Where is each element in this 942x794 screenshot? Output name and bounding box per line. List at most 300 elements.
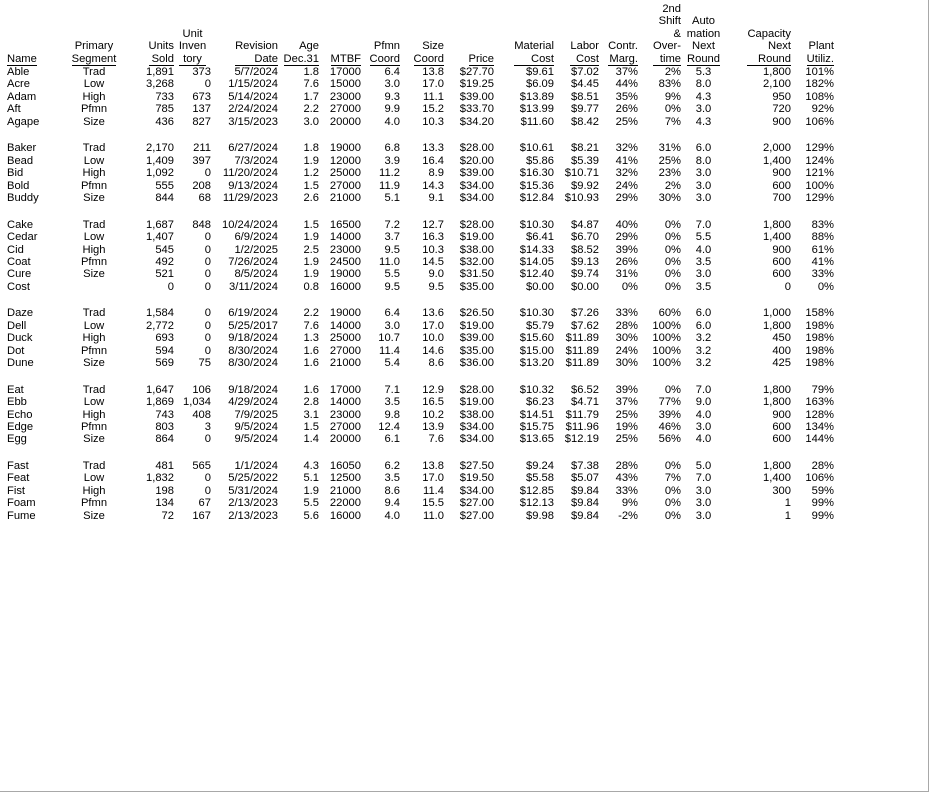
table-row xyxy=(7,268,834,280)
cell-automation: 3.0 xyxy=(695,497,712,510)
cell-pfmn-coord: 9.8 xyxy=(384,408,400,421)
cell-price: $34.00 xyxy=(459,484,494,497)
cell-mtbf: 25000 xyxy=(329,332,361,345)
cell-overtime: 0% xyxy=(664,243,681,256)
cell-plant-utiliz: 134% xyxy=(805,420,834,433)
cell-name: Bold xyxy=(7,179,30,192)
table-row xyxy=(7,66,834,78)
cell-overtime: 0% xyxy=(664,280,681,293)
col-header-label: Contr. Marg. xyxy=(608,40,638,65)
cell-automation: 8.0 xyxy=(695,154,712,167)
cell-automation: 3.0 xyxy=(695,420,712,433)
cell-contr-marg: 32% xyxy=(615,167,638,180)
cell-pfmn-coord: 9.5 xyxy=(384,243,400,256)
cell-unit-inventory: 3 xyxy=(204,420,211,433)
cell-name: Cake xyxy=(7,218,34,231)
cell-revision-date: 7/26/2024 xyxy=(228,255,278,268)
cell-pfmn-coord: 6.4 xyxy=(384,307,400,320)
cell-units-sold: 521 xyxy=(155,268,174,281)
cell-name: Cost xyxy=(7,280,31,293)
cell-units-sold: 1,869 xyxy=(146,396,174,409)
cell-name: Buddy xyxy=(7,191,39,204)
cell-unit-inventory: 68 xyxy=(198,191,211,204)
cell-primary-segment: Trad xyxy=(82,307,106,320)
cell-primary-segment: High xyxy=(82,90,106,103)
cell-price: $19.25 xyxy=(459,78,494,91)
col-header-contr-marg xyxy=(599,3,638,66)
group-spacer xyxy=(7,128,834,142)
col-header-plant-utiliz xyxy=(791,3,834,66)
cell-mtbf: 19000 xyxy=(329,268,361,281)
table-row xyxy=(7,231,834,243)
cell-pfmn-coord: 4.0 xyxy=(384,509,400,522)
cell-size-coord: 13.9 xyxy=(422,420,444,433)
cell-size-coord: 7.6 xyxy=(428,433,444,446)
cell-price: $27.50 xyxy=(459,460,494,473)
cell-revision-date: 9/5/2024 xyxy=(234,433,278,446)
cell-plant-utiliz: 108% xyxy=(805,90,834,103)
cell-age: 2.2 xyxy=(303,307,319,320)
cell-primary-segment: Trad xyxy=(82,460,106,473)
cell-contr-marg: 35% xyxy=(615,90,638,103)
cell-material-cost: $10.61 xyxy=(519,142,554,155)
cell-overtime: 46% xyxy=(658,420,681,433)
cell-revision-date: 9/13/2024 xyxy=(228,179,278,192)
cell-name: Coat xyxy=(7,255,31,268)
cell-units-sold: 803 xyxy=(155,420,174,433)
cell-size-coord: 9.0 xyxy=(428,268,444,281)
cell-material-cost: $13.20 xyxy=(519,357,554,370)
col-header-label: Labor Cost xyxy=(570,40,599,65)
cell-contr-marg: -2% xyxy=(618,509,638,522)
cell-revision-date: 10/24/2024 xyxy=(222,218,278,231)
cell-age: 1.5 xyxy=(303,420,319,433)
cell-pfmn-coord: 3.5 xyxy=(384,396,400,409)
col-header-label: Price xyxy=(468,52,494,65)
cell-capacity: 900 xyxy=(772,115,791,128)
cell-pfmn-coord: 9.9 xyxy=(384,103,400,116)
cell-pfmn-coord: 9.3 xyxy=(384,90,400,103)
cell-contr-marg: 39% xyxy=(615,383,638,396)
cell-plant-utiliz: 198% xyxy=(805,344,834,357)
cell-size-coord: 17.0 xyxy=(422,78,444,91)
cell-unit-inventory: 0 xyxy=(204,344,211,357)
cell-unit-inventory: 0 xyxy=(204,167,211,180)
cell-plant-utiliz: 101% xyxy=(805,66,834,79)
cell-price: $28.00 xyxy=(459,218,494,231)
cell-units-sold: 555 xyxy=(155,179,174,192)
cell-primary-segment: Trad xyxy=(82,218,106,231)
cell-plant-utiliz: 124% xyxy=(805,154,834,167)
col-header-label: Unit Inven tory xyxy=(178,27,207,65)
cell-overtime: 100% xyxy=(652,357,681,370)
cell-price: $28.00 xyxy=(459,142,494,155)
cell-primary-segment: Size xyxy=(83,115,105,128)
cell-capacity: 425 xyxy=(772,357,791,370)
cell-material-cost: $10.30 xyxy=(519,218,554,231)
cell-unit-inventory: 848 xyxy=(192,218,211,231)
cell-age: 1.5 xyxy=(303,179,319,192)
cell-age: 5.5 xyxy=(303,497,319,510)
cell-labor-cost: $11.79 xyxy=(565,408,599,421)
cell-labor-cost: $10.93 xyxy=(564,191,599,204)
cell-overtime: 7% xyxy=(664,115,681,128)
col-header-label: Size Coord xyxy=(413,40,444,65)
cell-units-sold: 785 xyxy=(155,103,174,116)
cell-unit-inventory: 0 xyxy=(204,231,211,244)
cell-mtbf: 21000 xyxy=(329,191,361,204)
cell-material-cost: $5.86 xyxy=(526,154,554,167)
cell-size-coord: 16.4 xyxy=(422,154,444,167)
cell-material-cost: $10.30 xyxy=(519,307,554,320)
table-row xyxy=(7,357,834,369)
col-header-label: Pfmn Coord xyxy=(369,40,400,65)
cell-units-sold: 1,832 xyxy=(146,472,174,485)
col-header-capacity xyxy=(726,3,791,66)
cell-mtbf: 25000 xyxy=(329,167,361,180)
cell-units-sold: 481 xyxy=(155,460,174,473)
cell-size-coord: 10.3 xyxy=(422,243,444,256)
col-header-units-sold xyxy=(129,3,174,66)
cell-pfmn-coord: 5.4 xyxy=(384,357,400,370)
cell-contr-marg: 30% xyxy=(615,332,638,345)
cell-price: $28.00 xyxy=(459,383,494,396)
cell-unit-inventory: 75 xyxy=(198,357,211,370)
cell-contr-marg: 24% xyxy=(615,344,638,357)
cell-labor-cost: $4.71 xyxy=(571,396,599,409)
header-row xyxy=(7,3,834,66)
table-row xyxy=(7,155,834,167)
table-row xyxy=(7,345,834,357)
cell-price: $34.20 xyxy=(459,115,494,128)
cell-name: Bead xyxy=(7,154,34,167)
cell-age: 4.3 xyxy=(303,460,319,473)
cell-automation: 7.0 xyxy=(695,472,712,485)
col-header-primary-segment xyxy=(59,3,129,66)
cell-material-cost: $6.41 xyxy=(526,231,554,244)
cell-labor-cost: $10.71 xyxy=(564,167,599,180)
cell-revision-date: 6/19/2024 xyxy=(228,307,278,320)
cell-primary-segment: High xyxy=(82,243,106,256)
cell-capacity: 400 xyxy=(772,344,791,357)
cell-age: 2.5 xyxy=(303,243,319,256)
cell-units-sold: 1,092 xyxy=(146,167,174,180)
cell-name: Duck xyxy=(7,332,33,345)
cell-automation: 4.3 xyxy=(695,115,712,128)
cell-pfmn-coord: 3.9 xyxy=(384,154,400,167)
cell-name: Cid xyxy=(7,243,24,256)
cell-overtime: 100% xyxy=(652,344,681,357)
cell-pfmn-coord: 3.7 xyxy=(384,231,400,244)
cell-labor-cost: $12.19 xyxy=(564,433,599,446)
cell-pfmn-coord: 11.0 xyxy=(379,255,400,268)
cell-mtbf: 19000 xyxy=(329,142,361,155)
cell-price: $34.00 xyxy=(459,420,494,433)
cell-price: $38.00 xyxy=(459,243,494,256)
cell-age: 2.2 xyxy=(303,103,319,116)
table-row xyxy=(7,497,834,509)
cell-age: 7.6 xyxy=(303,78,319,91)
cell-size-coord: 13.8 xyxy=(422,460,444,473)
col-header-label: Name xyxy=(7,52,37,65)
cell-plant-utiliz: 163% xyxy=(805,396,834,409)
cell-revision-date: 2/13/2023 xyxy=(228,497,278,510)
cell-capacity: 1,000 xyxy=(763,307,791,320)
cell-pfmn-coord: 8.6 xyxy=(384,484,400,497)
group-spacer xyxy=(7,446,834,460)
cell-pfmn-coord: 6.2 xyxy=(384,460,400,473)
cell-mtbf: 16050 xyxy=(329,460,361,473)
cell-mtbf: 16000 xyxy=(329,509,361,522)
cell-name: Foam xyxy=(7,497,36,510)
cell-material-cost: $0.00 xyxy=(526,280,554,293)
cell-plant-utiliz: 28% xyxy=(811,460,834,473)
cell-overtime: 100% xyxy=(652,332,681,345)
cell-material-cost: $16.30 xyxy=(519,167,554,180)
cell-contr-marg: 9% xyxy=(621,497,638,510)
cell-revision-date: 2/24/2024 xyxy=(228,103,278,116)
cell-automation: 7.0 xyxy=(695,218,712,231)
cell-contr-marg: 28% xyxy=(615,460,638,473)
cell-automation: 4.0 xyxy=(695,433,712,446)
cell-pfmn-coord: 11.2 xyxy=(379,167,400,180)
cell-size-coord: 12.7 xyxy=(422,218,444,231)
cell-units-sold: 72 xyxy=(161,509,174,522)
cell-age: 3.1 xyxy=(303,408,319,421)
col-header-label: Auto mation Next Round xyxy=(686,15,721,65)
cell-overtime: 7% xyxy=(664,472,681,485)
cell-plant-utiliz: 88% xyxy=(811,231,834,244)
cell-unit-inventory: 0 xyxy=(204,280,211,293)
cell-material-cost: $14.51 xyxy=(519,408,554,421)
cell-unit-inventory: 0 xyxy=(204,484,211,497)
cell-automation: 8.0 xyxy=(695,78,712,91)
cell-plant-utiliz: 106% xyxy=(805,115,834,128)
cell-mtbf: 15000 xyxy=(329,78,361,91)
cell-capacity: 300 xyxy=(772,484,791,497)
cell-units-sold: 436 xyxy=(155,115,174,128)
cell-name: Echo xyxy=(7,408,33,421)
table-row xyxy=(7,421,834,433)
cell-units-sold: 2,170 xyxy=(146,142,174,155)
cell-mtbf: 23000 xyxy=(329,243,361,256)
cell-labor-cost: $9.92 xyxy=(571,179,599,192)
cell-age: 1.9 xyxy=(303,154,319,167)
col-header-label: 2nd Shift & Over- time xyxy=(653,3,681,65)
cell-price: $39.00 xyxy=(459,332,494,345)
cell-price: $32.00 xyxy=(459,255,494,268)
cell-primary-segment: Pfmn xyxy=(80,255,108,268)
cell-labor-cost: $11.89 xyxy=(565,332,599,345)
cell-revision-date: 5/31/2024 xyxy=(228,484,278,497)
cell-unit-inventory: 0 xyxy=(204,472,211,485)
cell-capacity: 1,800 xyxy=(763,460,791,473)
cell-overtime: 0% xyxy=(664,383,681,396)
cell-mtbf: 21000 xyxy=(329,484,361,497)
cell-unit-inventory: 397 xyxy=(192,154,211,167)
cell-name: Feat xyxy=(7,472,30,485)
cell-revision-date: 3/15/2023 xyxy=(228,115,278,128)
cell-labor-cost: $7.26 xyxy=(571,307,599,320)
cell-size-coord: 9.1 xyxy=(428,191,444,204)
table-row xyxy=(7,281,834,293)
cell-mtbf: 14000 xyxy=(329,231,361,244)
cell-contr-marg: 25% xyxy=(615,433,638,446)
cell-age: 1.3 xyxy=(303,332,319,345)
cell-overtime: 0% xyxy=(664,103,681,116)
table-row xyxy=(7,472,834,484)
cell-primary-segment: Low xyxy=(83,78,105,91)
cell-capacity: 1,400 xyxy=(763,472,791,485)
production-analysis-table xyxy=(7,3,834,522)
cell-pfmn-coord: 7.1 xyxy=(384,383,400,396)
cell-unit-inventory: 827 xyxy=(192,115,211,128)
cell-unit-inventory: 106 xyxy=(192,383,211,396)
cell-age: 1.9 xyxy=(303,255,319,268)
cell-contr-marg: 41% xyxy=(615,154,638,167)
cell-mtbf: 20000 xyxy=(329,115,361,128)
cell-mtbf: 21000 xyxy=(329,357,361,370)
cell-price: $33.70 xyxy=(459,103,494,116)
cell-units-sold: 1,584 xyxy=(146,307,174,320)
cell-size-coord: 10.2 xyxy=(422,408,444,421)
cell-units-sold: 0 xyxy=(167,280,174,293)
cell-age: 1.7 xyxy=(303,90,319,103)
cell-plant-utiliz: 92% xyxy=(811,103,834,116)
cell-capacity: 1 xyxy=(784,497,791,510)
cell-overtime: 0% xyxy=(664,509,681,522)
cell-name: Fast xyxy=(7,460,29,473)
cell-mtbf: 27000 xyxy=(329,179,361,192)
cell-age: 3.0 xyxy=(303,115,319,128)
cell-primary-segment: Low xyxy=(83,319,105,332)
cell-name: Daze xyxy=(7,307,34,320)
cell-unit-inventory: 408 xyxy=(192,408,211,421)
cell-material-cost: $15.36 xyxy=(519,179,554,192)
cell-revision-date: 11/29/2023 xyxy=(222,191,278,204)
cell-labor-cost: $0.00 xyxy=(571,280,599,293)
cell-labor-cost: $6.70 xyxy=(571,231,599,244)
cell-overtime: 0% xyxy=(664,484,681,497)
cell-revision-date: 5/7/2024 xyxy=(234,66,278,79)
cell-mtbf: 14000 xyxy=(329,396,361,409)
cell-mtbf: 27000 xyxy=(329,103,361,116)
cell-price: $35.00 xyxy=(459,344,494,357)
cell-unit-inventory: 208 xyxy=(192,179,211,192)
cell-price: $26.50 xyxy=(459,307,494,320)
cell-price: $19.00 xyxy=(459,396,494,409)
cell-labor-cost: $9.13 xyxy=(571,255,599,268)
cell-plant-utiliz: 128% xyxy=(805,408,834,421)
cell-overtime: 9% xyxy=(664,90,681,103)
cell-plant-utiliz: 198% xyxy=(805,332,834,345)
cell-size-coord: 8.6 xyxy=(428,357,444,370)
cell-capacity: 700 xyxy=(772,191,791,204)
cell-name: Fist xyxy=(7,484,26,497)
cell-revision-date: 3/11/2024 xyxy=(229,280,278,293)
cell-overtime: 0% xyxy=(664,268,681,281)
col-header-automation xyxy=(681,3,726,66)
cell-labor-cost: $7.02 xyxy=(571,66,599,79)
cell-units-sold: 743 xyxy=(155,408,174,421)
cell-units-sold: 1,891 xyxy=(146,66,174,79)
cell-revision-date: 9/18/2024 xyxy=(228,332,278,345)
cell-pfmn-coord: 10.7 xyxy=(378,332,400,345)
cell-name: Fume xyxy=(7,509,36,522)
cell-labor-cost: $9.84 xyxy=(571,497,599,510)
cell-capacity: 900 xyxy=(772,243,791,256)
cell-labor-cost: $8.21 xyxy=(571,142,599,155)
cell-pfmn-coord: 11.4 xyxy=(379,344,400,357)
table-body xyxy=(7,66,834,522)
cell-mtbf: 23000 xyxy=(329,90,361,103)
cell-revision-date: 1/1/2024 xyxy=(234,460,278,473)
cell-price: $27.70 xyxy=(459,66,494,79)
cell-mtbf: 12000 xyxy=(329,154,361,167)
cell-labor-cost: $11.89 xyxy=(565,357,599,370)
table-row xyxy=(7,384,834,396)
cell-labor-cost: $4.87 xyxy=(571,218,599,231)
cell-price: $39.00 xyxy=(459,167,494,180)
cell-primary-segment: High xyxy=(82,332,106,345)
cell-age: 1.5 xyxy=(303,218,319,231)
cell-primary-segment: Size xyxy=(83,268,105,281)
cell-overtime: 2% xyxy=(664,179,681,192)
cell-revision-date: 1/15/2024 xyxy=(228,78,278,91)
col-header-size-coord xyxy=(400,3,444,66)
cell-capacity: 600 xyxy=(772,420,791,433)
cell-overtime: 77% xyxy=(658,396,681,409)
col-header-unit-inventory xyxy=(174,3,211,66)
cell-material-cost: $11.60 xyxy=(520,115,554,128)
cell-contr-marg: 29% xyxy=(615,231,638,244)
cell-capacity: 450 xyxy=(772,332,791,345)
cell-size-coord: 17.0 xyxy=(422,319,444,332)
cell-mtbf: 20000 xyxy=(329,433,361,446)
cell-revision-date: 8/30/2024 xyxy=(228,357,278,370)
cell-material-cost: $12.85 xyxy=(519,484,554,497)
cell-revision-date: 11/20/2024 xyxy=(222,167,278,180)
cell-plant-utiliz: 33% xyxy=(811,268,834,281)
cell-price: $27.00 xyxy=(459,509,494,522)
cell-age: 1.6 xyxy=(303,344,319,357)
cell-unit-inventory: 0 xyxy=(204,268,211,281)
cell-capacity: 1,800 xyxy=(763,383,791,396)
col-header-name xyxy=(7,3,59,66)
table-row xyxy=(7,409,834,421)
cell-unit-inventory: 0 xyxy=(204,243,211,256)
cell-mtbf: 16000 xyxy=(329,280,361,293)
cell-plant-utiliz: 0% xyxy=(817,280,834,293)
cell-material-cost: $13.89 xyxy=(519,90,554,103)
group-spacer xyxy=(7,369,834,383)
cell-primary-segment xyxy=(59,281,129,293)
cell-automation: 3.0 xyxy=(695,103,712,116)
cell-labor-cost: $9.74 xyxy=(571,268,599,281)
cell-automation: 3.5 xyxy=(695,280,712,293)
table-row xyxy=(7,433,834,445)
cell-units-sold: 693 xyxy=(155,332,174,345)
table-row xyxy=(7,142,834,154)
cell-name: Baker xyxy=(7,142,37,155)
cell-units-sold: 864 xyxy=(155,433,174,446)
cell-primary-segment: Pfmn xyxy=(80,344,108,357)
cell-units-sold: 198 xyxy=(155,484,174,497)
cell-automation: 3.5 xyxy=(695,255,712,268)
cell-material-cost: $12.40 xyxy=(519,268,554,281)
cell-automation: 3.2 xyxy=(695,332,712,345)
cell-size-coord: 13.3 xyxy=(422,142,444,155)
